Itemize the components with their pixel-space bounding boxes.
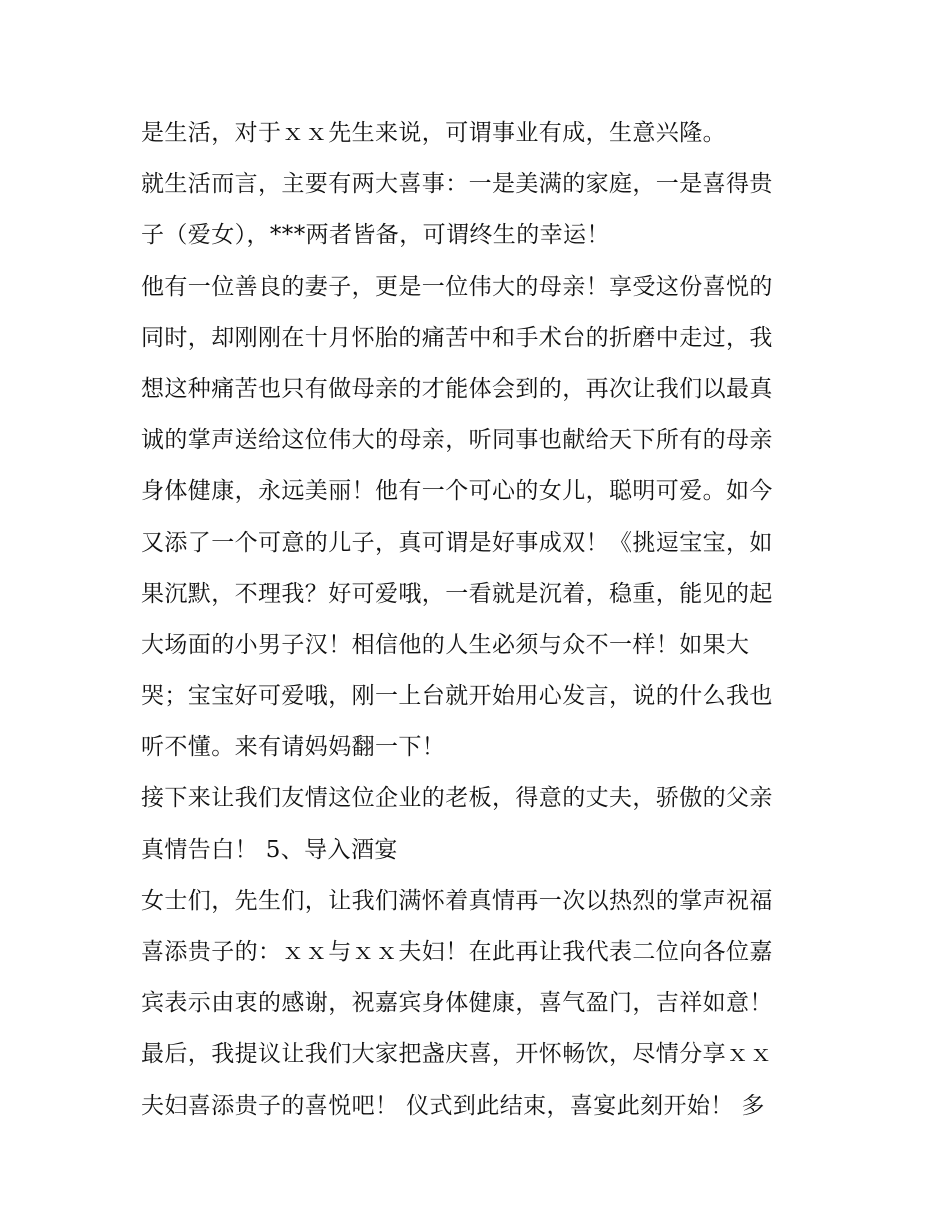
text-line: 听不懂。来有请妈妈翻一下！ xyxy=(141,734,446,761)
text-line: 夫妇喜添贵子的喜悦吧！ 仪式到此结束，喜宴此刻开始！ 多 xyxy=(141,1092,765,1119)
text-line: 想这种痛苦也只有做母亲的才能体会到的，再次让我们以最真 xyxy=(141,375,773,402)
text-line: 喜添贵子的：ｘｘ与ｘｘ夫妇！在此再让我代表二位向各位嘉 xyxy=(141,939,773,965)
text-line: 他有一位善良的妻子，更是一位伟大的母亲！享受这份喜悦的 xyxy=(141,273,773,300)
text-line: 女士们，先生们，让我们满怀着真情再一次以热烈的掌声祝福 xyxy=(141,887,773,914)
text-line: 哭；宝宝好可爱哦，刚一上台就开始用心发言，说的什么我也 xyxy=(141,683,773,710)
text-line: 身体健康，永远美丽！他有一个可心的女儿，聪明可爱。如今 xyxy=(141,478,773,505)
text-line: 同时，却刚刚在十月怀胎的痛苦中和手术台的折磨中走过，我 xyxy=(141,324,773,351)
text-line: 就生活而言，主要有两大喜事：一是美满的家庭，一是喜得贵 xyxy=(141,171,773,198)
text-line: 是生活，对于ｘｘ先生来说，可谓事业有成，生意兴隆。 xyxy=(141,120,726,146)
text-line: 诚的掌声送给这位伟大的母亲，听同事也献给天下所有的母亲 xyxy=(141,427,773,454)
text-line: 真情告白！ 5、导入酒宴 xyxy=(141,836,398,863)
document-body-text xyxy=(141,108,821,1132)
text-line: 最后，我提议让我们大家把盏庆喜，开怀畅饮，尽情分享ｘｘ xyxy=(141,1041,773,1068)
text-line: 大场面的小男子汉！相信他的人生必须与众不一样！如果大 xyxy=(141,631,750,658)
text-line: 宾表示由衷的感谢，祝嘉宾身体健康，喜气盈门，吉祥如意！ xyxy=(141,990,773,1017)
text-line: 接下来让我们友情这位企业的老板，得意的丈夫，骄傲的父亲 xyxy=(141,785,773,812)
text-line: 果沉默，不理我？好可爱哦，一看就是沉着，稳重，能见的起 xyxy=(141,580,773,607)
text-line: 又添了一个可意的儿子，真可谓是好事成双！《挑逗宝宝，如 xyxy=(141,529,773,556)
text-line: 子（爱女），***两者皆备，可谓终生的幸运！ xyxy=(141,222,610,249)
